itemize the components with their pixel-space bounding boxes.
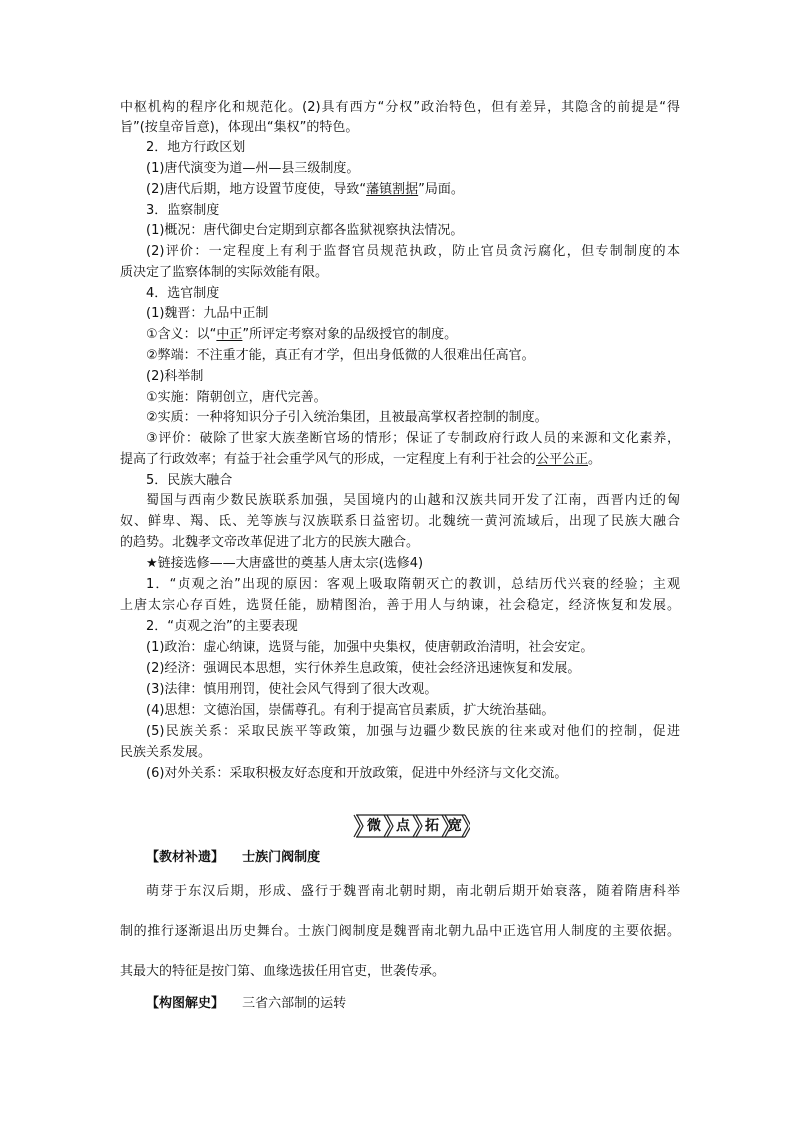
banner-char: 宽: [448, 818, 462, 834]
diagram-heading: [146, 994, 706, 1014]
section-heading: 3．监察制度: [146, 203, 220, 218]
text-line: (1)魏晋：九品中正制: [146, 306, 269, 321]
underlined-term: 中正: [216, 327, 243, 342]
text-line: 1．“贞观之治”出现的原因：客观上吸取隋朝灭亡的教训，总结历代兴衰的经验；主观: [146, 577, 680, 592]
text-line: ②弊端：不注重才能，真正有才学，但出身低微的人很难出任高官。: [146, 348, 535, 363]
supplement-paragraph: 萌芽于东汉后期，形成、盛行于魏晋南北朝时期，南北朝后期开始衰落，随着隋唐科举: [146, 884, 680, 899]
supplement-heading: [146, 848, 706, 868]
text-line: 2．“贞观之治”的主要表现: [146, 619, 298, 634]
link-heading: ★链接选修——大唐盛世的奠基人唐太宗(选修4): [146, 556, 424, 571]
text-line: (6)对外关系：采取积极友好态度和开放政策，促进中外经济与文化交流。: [146, 766, 568, 781]
diagram-tag: 【构图解史】: [146, 996, 225, 1011]
text-line: (5)民族关系：采取民族平等政策，加强与边疆少数民族的往来或对他们的控制，促进: [146, 724, 680, 739]
text-line: ①实施：隋朝创立，唐代完善。: [146, 390, 327, 405]
text-span: ”局面。: [418, 182, 464, 197]
text-line: 蜀国与西南少数民族联系加强，吴国境内的山越和汉族共同开发了江南，西晋内迁的匈: [146, 493, 680, 508]
supplement-paragraph: 其最大的特征是按门第、血缘选拔任用官吏，世袭传承。: [120, 964, 446, 979]
supplement-tag: 【教材补遗】: [146, 850, 225, 865]
text-line: 民族关系发展。: [120, 745, 212, 760]
text-line: (3)法律：慎用刑罚，使社会风气得到了很大改观。: [146, 682, 438, 697]
supplement-title: 士族门阀制度: [242, 850, 321, 865]
text-span: ”所评定考察对象的品级授官的制度。: [242, 327, 458, 342]
text-line: ②实质：一种将知识分子引入统治集团，且被最高掌权者控制的制度。: [146, 410, 548, 425]
text-line: (1)政治：虚心纳谏，选贤与能，加强中央集权，使唐朝政治清明，社会安定。: [146, 640, 594, 655]
text-line: (1)唐代演变为道—州—县三级制度。: [146, 161, 360, 176]
section-banner: [352, 814, 470, 838]
text-line: [146, 180, 680, 200]
underlined-term: 藩镇割据: [366, 182, 419, 197]
text-line: [146, 325, 680, 345]
supplement-paragraph: 制的推行逐渐退出历史舞台。士族门阀制度是魏晋南北朝九品中正选官用人制度的主要依据。: [120, 924, 680, 939]
text-line: [120, 450, 680, 470]
text-line: 奴、鲜卑、羯、氐、羌等族与汉族联系日益密切。北魏统一黄河流域后，出现了民族大融合: [120, 514, 680, 529]
text-line: (2)评价：一定程度上有利于监督官员规范执政，防止官员贪污腐化，但专制制度的本: [146, 244, 680, 259]
section-heading: 4．选官制度: [146, 286, 220, 301]
banner-char: 微: [367, 818, 381, 834]
section-heading: 2．地方行政区划: [146, 140, 246, 155]
banner-char: 点: [396, 818, 410, 834]
text-line: (2)经济：强调民本思想，实行休养生息政策，使社会经济迅速恢复和发展。: [146, 661, 581, 676]
text-line: 中枢机构的程序化和规范化。(2)具有西方“分权”政治特色，但有差异，其隐含的前提是“得: [120, 100, 680, 115]
text-span: 提高了行政效率；有益于社会重学风气的形成，一定程度上有利于社会的: [120, 452, 537, 467]
text-line: (4)思想：文德治国，崇儒尊孔。有利于提高官员素质，扩大统治基础。: [146, 703, 555, 718]
text-line: (1)概况：唐代御史台定期到京都各监狱视察执法情况。: [146, 223, 464, 238]
text-line: 的趋势。北魏孝文帝改革促进了北方的民族大融合。: [120, 535, 420, 550]
text-line: ③评价：破除了世家大族垄断官场的情形；保证了专制政府行政人员的来源和文化素养，: [146, 431, 680, 446]
section-heading: 5．民族大融合: [146, 473, 233, 488]
text-span: (2)唐代后期，地方设置节度使，导致“: [146, 182, 367, 197]
text-line: 旨”(按皇帝旨意)，体现出“集权”的特色。: [120, 120, 359, 135]
banner-char: 拓: [425, 818, 439, 834]
diagram-title: 三省六部制的运转: [242, 996, 347, 1011]
underlined-term: 公平公正: [536, 452, 589, 467]
text-line: 上唐太宗心存百姓，选贤任能，励精图治，善于用人与纳谏，社会稳定，经济恢复和发展。: [120, 598, 680, 613]
text-line: 质决定了监察体制的实际效能有限。: [120, 265, 329, 280]
text-line: (2)科举制: [146, 369, 204, 384]
text-span: ①含义：以“: [146, 327, 217, 342]
text-span: 。: [588, 452, 602, 467]
